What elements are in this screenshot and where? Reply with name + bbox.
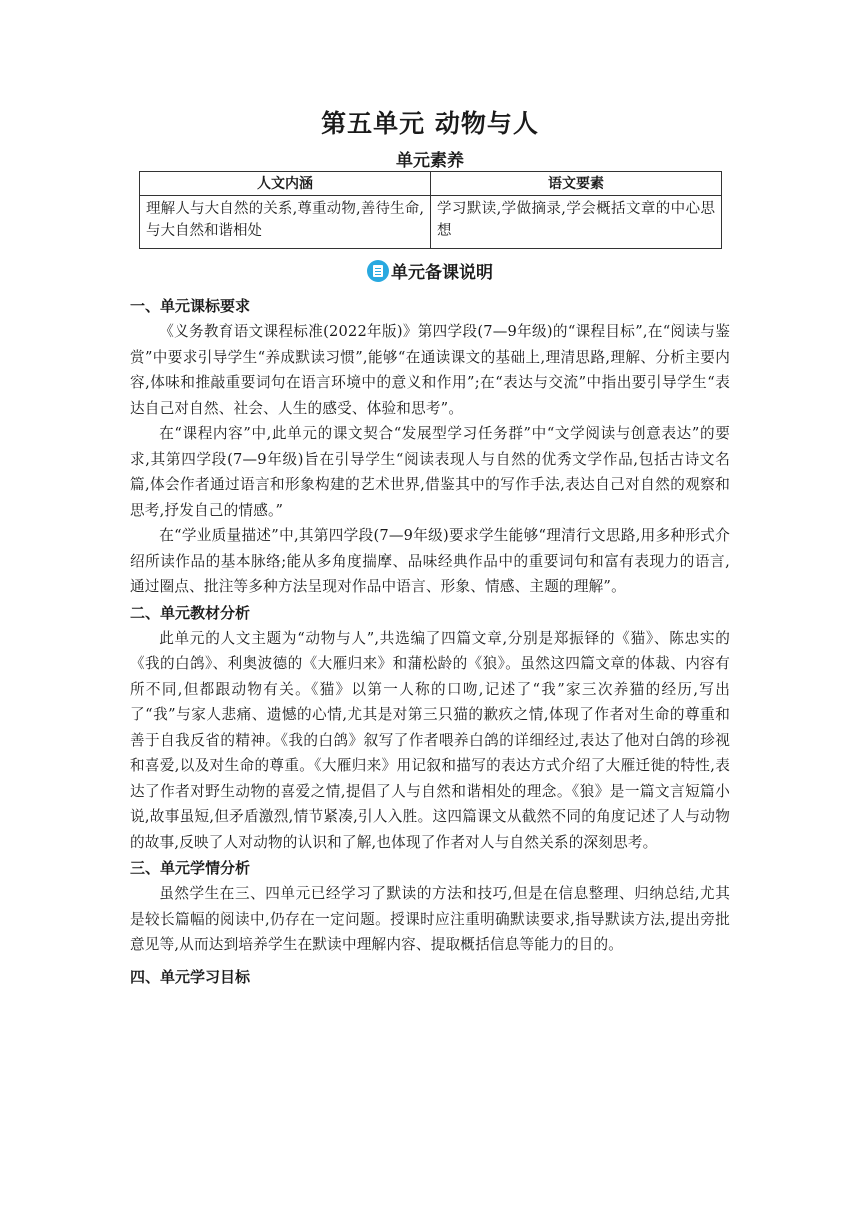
- paragraph: 此单元的人文主题为“动物与人”,共选编了四篇文章,分别是郑振铎的《猫》、陈忠实的《我的白鸽》、利奥波德的《大雁归来》和蒲松龄的《狼》。虽然这四篇文章的体裁、内容有所不同,但都跟动物有关。《猫》以第一人称的口吻,记述了“我”家三次养猫的经历,写出了“我”与家人悲痛、遗憾的心情,尤其是对第三只猫的歉疚之情,体现了作者对生命的尊重和善于自我反省的精神。《我的白鸽》叙写了作者喂养白鸽的详细经过,表达了他对白鸽的珍视和喜爱,以及对生命的尊重。《大雁归来》用记叙和描写的表达方式介绍了大雁迁徙的特性,表达了作者对野生动物的喜爱之情,提倡了人与自然和谐相处的理念。《狼》是一篇文言短篇小说,故事虽短,但矛盾激烈,情节紧凑,引人入胜。这四篇课文从截然不同的角度记述了人与动物的故事,反映了人对动物的认识和了解,也体现了作者对人与自然关系的深刻思考。: [130, 629, 730, 851]
- paragraph: 在“课程内容”中,此单元的课文契合“发展型学习任务群”中“文学阅读与创意表达”的要求,其第四学段(7—9年级)旨在引导学生“阅读表现人与自然的优秀文学作品,包括古诗文名篇,体会作者通过语言和形象构建的艺术世界,借鉴其中的写作手法,表达自己对自然的观察和思考,抒发自己的情感。”: [130, 425, 730, 519]
- section-heading-curriculum: 一、单元课标要求: [130, 297, 251, 315]
- paragraph: 虽然学生在三、四单元已经学习了默读的方法和技巧,但是在信息整理、归纳总结,尤其是较长篇幅的阅读中,仍存在一定问题。授课时应注重明确默读要求,指导默读方法,提出旁批意见等,从而达到培养学生在默读中理解内容、提取概括信息等能力的目的。: [130, 885, 730, 953]
- prep-section-label: 单元备课说明: [391, 263, 493, 283]
- cell-humanities: 理解人与大自然的关系,尊重动物,善待生命,与大自然和谐相处: [140, 196, 431, 249]
- unit-literacy-table: [139, 171, 722, 249]
- notebook-icon: [367, 260, 389, 282]
- table-header-row: [140, 172, 722, 196]
- unit-title: 第五单元 动物与人: [321, 109, 539, 138]
- section-heading-textbook: 二、单元教材分析: [130, 603, 251, 622]
- cell-language-elements: 学习默读,学做摘录,学会概括文章的中心思想: [431, 196, 722, 249]
- prep-section-title: [0, 258, 860, 283]
- unit-literacy-title: 单元素养: [396, 151, 464, 171]
- table-row: [140, 196, 722, 249]
- paragraph: 《义务教育语文课程标准(2022年版)》第四学段(7—9年级)的“课程目标”,在“阅读与鉴赏”中要求引导学生“养成默读习惯”,能够“在通读课文的基础上,理清思路,理解、分析主要内容,体味和推敲重要词句在语言环境中的意义和作用”;在“表达与交流”中指出要引导学生“表达自己对自然、社会、人生的感受、体验和思考”。: [130, 323, 730, 417]
- paragraph: 在“学业质量描述”中,其第四学段(7—9年级)要求学生能够“理清行文思路,用多种形式介绍所读作品的基本脉络;能从多角度揣摩、品味经典作品中的重要词句和富有表现力的语言,通过圈点、批注等多种方法呈现对作品中语言、形象、情感、主题的理解”。: [130, 527, 730, 595]
- section-heading-learners: 三、单元学情分析: [130, 859, 251, 877]
- header-humanities: 人文内涵: [140, 172, 431, 196]
- section-heading-objectives: 四、单元学习目标: [130, 967, 251, 986]
- header-language-elements: 语文要素: [431, 172, 722, 196]
- main-content: [130, 293, 730, 990]
